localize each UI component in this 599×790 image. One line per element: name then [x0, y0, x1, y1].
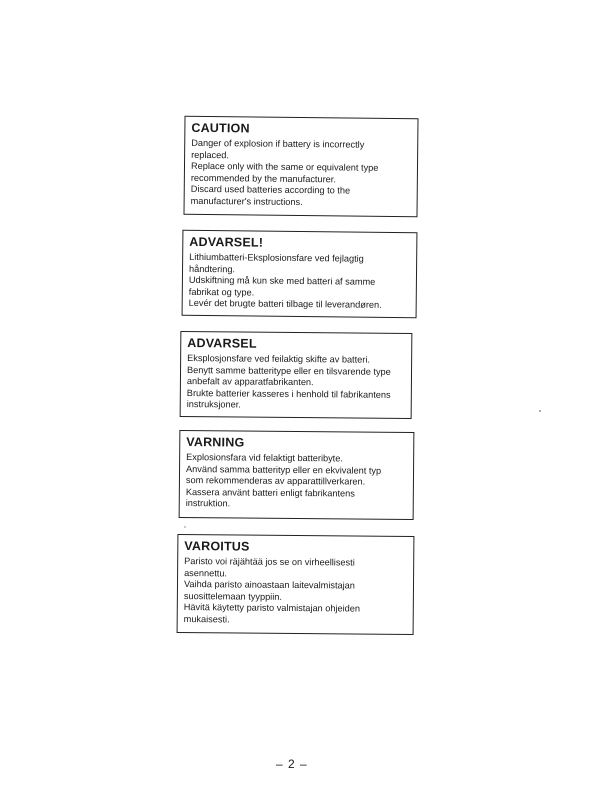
caution-line: Discard used batteries according to the: [190, 184, 351, 196]
caution-line: manufacturer's instructions.: [190, 195, 303, 207]
warning-box-danish: [182, 230, 418, 318]
warning-line-danish: håndtering.: [188, 263, 236, 274]
warning-line-norwegian: Eksplosjonsfare ved feilaktig skifte av batteri.: [187, 353, 371, 365]
warning-line-danish: Levér det brugte batteri tilbage til leverandøren.: [188, 298, 382, 311]
warning-box-finnish: [177, 534, 415, 635]
warning-line-finnish: suosittelemaan tyyppiin.: [183, 590, 282, 602]
caution-title: CAUTION: [191, 120, 250, 136]
warning-line-swedish: instruktion.: [185, 498, 231, 509]
warning-line-finnish: Hävitä käytetty paristo valmistajan ohjeiden: [183, 602, 361, 614]
warning-line-danish: fabrikat og type.: [188, 286, 255, 298]
caution-line: recommended by the manufacturer.: [190, 172, 336, 185]
warning-line-swedish: Använd samma batterityp eller en ekvivalent typ: [186, 463, 382, 476]
warning-line-norwegian: anbefalt av apparatfabrikanten.: [186, 376, 314, 388]
warning-box-swedish: [179, 430, 415, 520]
warning-line-swedish: Explosionsfara vid felaktigt batteribyte.: [186, 452, 343, 464]
warning-line-finnish: Paristo voi räjähtää jos se on virheellisesti: [184, 556, 355, 568]
caution-box-english: [183, 116, 418, 217]
warning-line-finnish: mukaisesti.: [183, 613, 230, 625]
warning-line-norwegian: Brukte batterier kasseres i henhold til fabrikantens: [186, 387, 391, 400]
caution-line: Danger of explosion if battery is incorrectly: [191, 137, 365, 150]
caution-line: replaced.: [191, 149, 229, 160]
warning-title-swedish: VARNING: [186, 435, 245, 450]
warning-line-norwegian: Benytt samme batteritype eller en tilsvarende type: [186, 364, 391, 377]
warning-line-norwegian: instruksjoner.: [186, 399, 241, 410]
warning-title-danish: ADVARSEL!: [189, 234, 264, 250]
warning-line-danish: Udskiftning må kun ske med batteri af samme: [188, 275, 376, 287]
caution-line: Replace only with the same or equivalent type: [190, 161, 379, 173]
warning-line-swedish: som rekommenderas av apparattillverkaren.: [185, 475, 366, 487]
scan-speck: [539, 410, 541, 412]
warning-line-finnish: asennettu.: [184, 567, 228, 578]
scan-speck: [184, 526, 186, 528]
warning-line-danish: Lithiumbatteri-Eksplosionsfare ved fejlagtig: [189, 251, 364, 264]
warning-line-finnish: Vaihda paristo ainoastaan laitevalmistajan: [183, 579, 355, 591]
warning-line-swedish: Kassera använt batteri enligt fabrikantens: [185, 486, 355, 499]
warning-title-norwegian: ADVARSEL: [187, 336, 257, 351]
warning-title-finnish: VAROITUS: [184, 539, 250, 554]
page-number: – 2 –: [276, 757, 308, 771]
warning-box-norwegian: [180, 331, 413, 419]
